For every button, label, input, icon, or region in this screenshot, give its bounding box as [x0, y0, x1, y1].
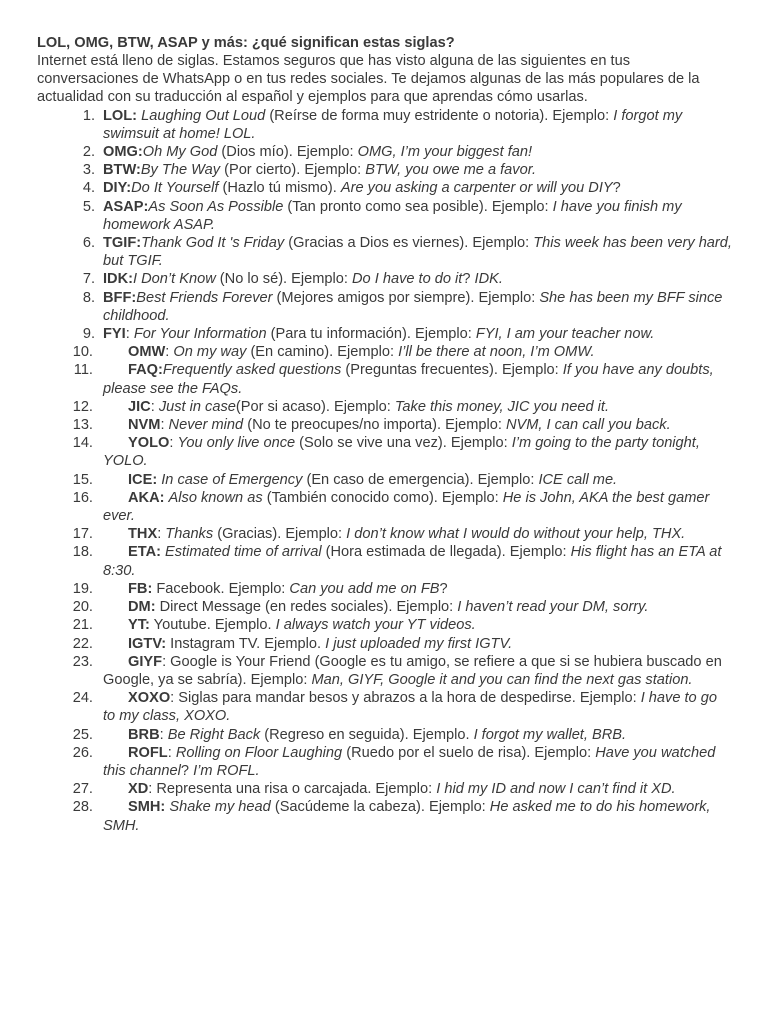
acronym-italic-text: I hid my ID and now I can’t find it XD. — [436, 781, 676, 798]
acronym-text: ? — [612, 180, 621, 197]
acronym-italic-text: Oh My God — [142, 144, 218, 161]
list-item — [37, 653, 732, 689]
acronym-term: ASAP: — [103, 198, 149, 215]
acronym-term: XOXO — [128, 690, 171, 707]
acronym-italic-text: Rolling on Floor Laughing — [175, 744, 343, 761]
acronym-italic-text: If you have any doubts, please see the FAQs. — [103, 362, 714, 397]
acronym-term: ICE: — [128, 471, 158, 488]
list-item-number: 19. — [72, 580, 93, 597]
acronym-text: : Representa una risa o carcajada. Ejemplo: — [148, 781, 437, 798]
acronym-text: (Regreso en seguida). Ejemplo. — [260, 726, 474, 743]
acronym-term: ETA: — [128, 544, 161, 561]
acronym-term: OMW — [128, 344, 166, 361]
list-item — [37, 343, 732, 361]
acronym-text: ? — [462, 271, 475, 288]
acronym-term: OMG: — [103, 144, 143, 161]
acronym-text: Instagram TV. Ejemplo. — [166, 635, 326, 652]
acronym-text: : — [157, 526, 166, 543]
acronym-term: BTW: — [103, 162, 141, 179]
acronym-term: BRB — [128, 726, 160, 743]
acronym-italic-text: You only live once — [177, 435, 296, 452]
acronym-text: ? — [439, 580, 448, 597]
list-item-number: 26. — [72, 744, 93, 761]
acronym-italic-text: Be Right Back — [167, 726, 261, 743]
acronym-italic-text: Also known as — [168, 489, 263, 506]
list-item-number: 18. — [72, 544, 93, 561]
acronym-italic-text: As Soon As Possible — [148, 198, 284, 215]
acronym-term: DM: — [128, 599, 156, 616]
acronym-text: Facebook. Ejemplo: — [152, 580, 290, 597]
acronym-text: : — [125, 326, 134, 343]
acronym-text: : — [169, 435, 178, 452]
list-item-number: 25. — [72, 726, 93, 743]
acronym-text: : — [160, 417, 169, 434]
list-item-number: 4. — [82, 180, 95, 197]
acronym-term: LOL: — [103, 107, 138, 124]
list-item — [37, 143, 732, 161]
acronym-term: SMH: — [128, 799, 166, 816]
acronym-italic-text: Can you add me on FB — [289, 580, 440, 597]
acronym-term: BFF: — [103, 289, 137, 306]
list-item — [37, 543, 732, 579]
acronym-italic-text: He asked me to do his homework, SMH. — [103, 799, 711, 834]
acronym-italic-text: FYI, I am your teacher now. — [475, 326, 655, 343]
acronym-text: (Gracias). Ejemplo: — [213, 526, 347, 543]
list-item-number: 21. — [72, 617, 93, 634]
list-item-number: 3. — [82, 162, 95, 179]
acronym-italic-text: In case of Emergency — [161, 471, 303, 488]
acronym-italic-text: I have you finish my homework ASAP. — [103, 198, 682, 233]
acronym-text: (Mejores amigos por siempre). Ejemplo: — [272, 289, 540, 306]
acronym-italic-text: I have to go to my class, XOXO. — [103, 690, 717, 725]
acronym-text: (Preguntas frecuentes). Ejemplo: — [341, 362, 563, 379]
list-item-number: 23. — [72, 653, 93, 670]
list-item-number: 5. — [82, 198, 95, 215]
list-item-number: 28. — [72, 799, 93, 816]
document-intro: Internet está lleno de siglas. Estamos seguros que has visto alguna de las siguientes en tus conversaciones de WhatsApp o en tus redes sociales. Te dejamos algunas de las más populares de la actualidad con su traducción al español y ejemplos para que aprendas cómo usarlas. — [37, 53, 700, 106]
acronym-term: YT: — [128, 617, 150, 634]
acronym-italic-text: BTW, you owe me a favor. — [365, 162, 537, 179]
list-item-number: 9. — [82, 326, 95, 343]
acronym-italic-text: Laughing Out Loud — [141, 107, 266, 124]
list-item — [37, 780, 732, 798]
list-item-number: 22. — [72, 635, 93, 652]
acronym-text: (No te preocupes/no importa). Ejemplo: — [243, 417, 506, 434]
list-item-number: 12. — [72, 398, 93, 415]
acronym-italic-text: Just in case — [158, 398, 236, 415]
acronym-text: : Google is Your Friend (Google es tu amigo, se refiere a que si se hubiera buscado en Google, ya se sabría). Ejemplo: — [103, 653, 722, 688]
acronym-text: ? — [180, 762, 194, 779]
acronym-italic-text: His flight has an ETA at 8:30. — [103, 544, 722, 579]
acronym-italic-text: He is John, AKA the best gamer ever. — [103, 489, 710, 525]
acronym-text: (Ruedo por el suelo de risa). Ejemplo: — [342, 744, 596, 761]
acronym-text: (En caso de emergencia). Ejemplo: — [302, 471, 539, 488]
acronym-italic-text: Thank God It 's Friday — [141, 235, 285, 252]
acronym-term: FAQ: — [128, 362, 163, 379]
acronym-text: : Siglas para mandar besos y abrazos a la hora de despedirse. Ejemplo: — [170, 690, 641, 707]
list-item — [37, 689, 732, 725]
acronym-italic-text: Never mind — [168, 417, 244, 434]
acronym-italic-text: I’m ROFL. — [193, 762, 260, 779]
acronym-term: FB: — [128, 580, 153, 597]
acronym-text: (Hazlo tú mismo). — [218, 180, 341, 197]
list-item — [37, 398, 732, 416]
list-item-number: 8. — [82, 289, 95, 306]
acronym-text: Youtube. Ejemplo. — [149, 617, 276, 634]
acronym-list — [37, 107, 732, 835]
acronym-text: Direct Message (en redes sociales). Ejemplo: — [155, 599, 458, 616]
list-item — [37, 325, 732, 343]
acronym-term: NVM — [128, 417, 161, 434]
list-item-number: 24. — [72, 690, 93, 707]
acronym-text: (Solo se vive una vez). Ejemplo: — [295, 435, 512, 452]
list-item-number: 13. — [72, 417, 93, 434]
list-item-number: 16. — [72, 489, 93, 506]
acronym-term: IDK: — [103, 271, 133, 288]
acronym-italic-text: I’ll be there at noon, I’m OMW. — [398, 344, 595, 361]
document-title: LOL, OMG, BTW, ASAP y más: ¿qué significan estas siglas? — [37, 35, 455, 51]
acronym-text: : — [167, 744, 176, 761]
list-item — [37, 726, 732, 744]
acronym-text: (Reírse de forma muy estridente o notoria). Ejemplo: — [265, 107, 614, 124]
acronym-text: (Sacúdeme la cabeza). Ejemplo: — [270, 799, 490, 816]
acronym-term: AKA: — [128, 489, 165, 506]
list-item-number: 20. — [72, 599, 93, 616]
list-item — [37, 434, 732, 470]
acronym-italic-text: I just uploaded my first IGTV. — [325, 635, 513, 652]
acronym-text: : — [159, 726, 168, 743]
acronym-text: : — [165, 344, 174, 361]
list-item — [37, 179, 732, 197]
list-item — [37, 489, 732, 525]
acronym-italic-text: OMG, I’m your biggest fan! — [357, 144, 533, 161]
list-item — [37, 416, 732, 434]
acronym-term: TGIF: — [103, 235, 142, 252]
acronym-text: (Hora estimada de llegada). Ejemplo: — [321, 544, 571, 561]
list-item — [37, 635, 732, 653]
acronym-italic-text: Take this money, JIC you need it. — [394, 398, 610, 415]
acronym-term: DIY: — [103, 180, 132, 197]
acronym-italic-text: Are you asking a carpenter or will you DIY — [340, 180, 613, 197]
list-item-number: 14. — [72, 435, 93, 452]
list-item-number: 6. — [82, 235, 95, 252]
list-item-number: 15. — [72, 471, 93, 488]
acronym-italic-text: Man, GIYF, Google it and you can find the next gas station. — [311, 671, 693, 688]
acronym-text: : — [150, 398, 159, 415]
acronym-italic-text: She has been my BFF since childhood. — [103, 289, 723, 324]
acronym-italic-text: I forgot my swimsuit at home! LOL. — [103, 107, 683, 142]
acronym-text: (Gracias a Dios es viernes). Ejemplo: — [284, 235, 534, 252]
list-item — [37, 361, 732, 397]
acronym-term: ROFL — [128, 744, 168, 761]
acronym-italic-text: NVM, I can call you back. — [505, 417, 671, 434]
acronym-italic-text: Thanks — [165, 526, 214, 543]
list-item — [37, 471, 732, 489]
list-item-number: 2. — [82, 144, 95, 161]
acronym-term: THX — [128, 526, 158, 543]
list-item — [37, 798, 732, 834]
list-item — [37, 580, 732, 598]
acronym-text: (Tan pronto como sea posible). Ejemplo: — [283, 198, 553, 215]
acronym-term: GIYF — [128, 653, 163, 670]
acronym-italic-text: I forgot my wallet, BRB. — [473, 726, 627, 743]
list-item — [37, 198, 732, 234]
list-item — [37, 598, 732, 616]
acronym-term: XD — [128, 781, 149, 798]
acronym-italic-text: I’m going to the party tonight, YOLO. — [103, 435, 700, 470]
acronym-italic-text: IDK. — [474, 271, 503, 288]
list-item — [37, 744, 732, 780]
acronym-italic-text: Best Friends Forever — [136, 289, 273, 306]
acronym-term: FYI — [103, 326, 126, 343]
list-item-number: 11. — [73, 362, 93, 379]
acronym-italic-text: Do It Yourself — [131, 180, 219, 197]
list-item — [37, 161, 732, 179]
acronym-italic-text: I haven’t read your DM, sorry. — [457, 599, 649, 616]
acronym-text: (Por si acaso). Ejemplo: — [235, 398, 395, 415]
acronym-term: IGTV: — [128, 635, 167, 652]
acronym-text: (También conocido como). Ejemplo: — [262, 489, 503, 506]
acronym-text: (No lo sé). Ejemplo: — [215, 271, 353, 288]
acronym-italic-text: On my way — [173, 344, 247, 361]
acronym-italic-text: Frequently asked questions — [162, 362, 342, 379]
list-item — [37, 289, 732, 325]
acronym-italic-text: I don’t know what I would do without your help, THX. — [346, 526, 686, 543]
list-item — [37, 107, 732, 143]
acronym-italic-text: Do I have to do it — [352, 271, 463, 288]
list-item — [37, 270, 732, 288]
acronym-italic-text: Estimated time of arrival — [165, 544, 322, 561]
acronym-italic-text: I Don’t Know — [133, 271, 216, 288]
acronym-italic-text: By The Way — [140, 162, 221, 179]
list-item-number: 27. — [72, 781, 93, 798]
acronym-italic-text: I always watch your YT videos. — [275, 617, 476, 634]
acronym-italic-text: For Your Information — [133, 326, 267, 343]
acronym-italic-text: Shake my head — [169, 799, 271, 816]
list-item-number: 17. — [72, 526, 93, 543]
acronym-italic-text: ICE call me. — [538, 471, 618, 488]
acronym-text: (Dios mío). Ejemplo: — [217, 144, 358, 161]
list-item — [37, 525, 732, 543]
list-item — [37, 234, 732, 270]
acronym-italic-text: This week has been very hard, but TGIF. — [103, 235, 732, 270]
list-item-number: 7. — [82, 271, 95, 288]
list-item — [37, 616, 732, 634]
acronym-text: (En camino). Ejemplo: — [246, 344, 399, 361]
acronym-term: JIC — [128, 398, 151, 415]
list-item-number: 1. — [82, 107, 95, 124]
list-item-number: 10. — [72, 344, 93, 361]
acronym-text: (Por cierto). Ejemplo: — [220, 162, 366, 179]
acronym-text: (Para tu información). Ejemplo: — [266, 326, 476, 343]
acronym-term: YOLO — [128, 435, 170, 452]
acronym-italic-text: Have you watched this channel — [103, 744, 716, 779]
